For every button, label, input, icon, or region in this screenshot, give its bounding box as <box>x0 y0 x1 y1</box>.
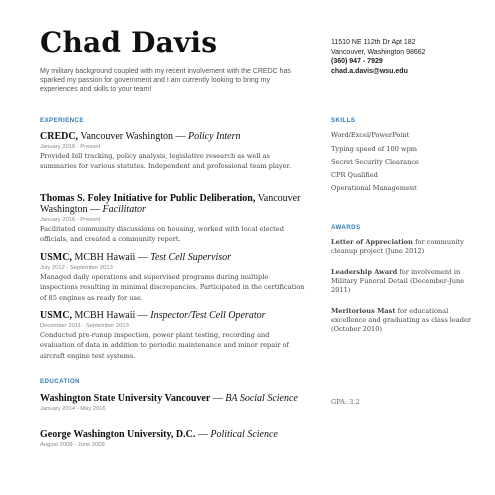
experience-dates: January 2016 - Present <box>40 144 101 150</box>
experience-entry <box>40 193 306 245</box>
experience-title <box>40 310 306 321</box>
address-line-1: 11510 NE 112th Dr Apt 182 <box>331 39 416 46</box>
address-line-2: Vancouver, Washington 98662 <box>331 48 426 56</box>
award-title: Letter of Appreciation <box>331 238 413 246</box>
experience-description: Facilitated community discussions on housing, worked with local elected officials, and created a community report. <box>40 225 284 244</box>
experience-org: USMC, <box>40 252 72 263</box>
awards-heading: AWARDS <box>331 224 361 231</box>
experience-location: MCBH Hawaii — <box>71 252 151 263</box>
experience-location: MCBH Hawaii — <box>71 310 151 321</box>
award-detail: for involvement in Military Funeral Detail (December-June 2011) <box>331 268 465 294</box>
education-degree: BA Social Science <box>225 393 298 404</box>
skill-item: CPR Qualified <box>331 171 378 179</box>
experience-title <box>40 252 306 263</box>
experience-org: CREDC, <box>40 131 79 142</box>
skill-item: Word/Excel/PowerPoint <box>331 131 410 139</box>
experience-description: Provided bill tracking, policy analysis, legislative research as well as summaries for various statutes. Independent and professional team player. <box>40 152 292 171</box>
award-item <box>331 268 481 295</box>
education-heading: EDUCATION <box>40 378 80 385</box>
skill-item: Operational Management <box>331 184 417 192</box>
experience-heading: EXPERIENCE <box>40 117 84 124</box>
experience-title <box>40 193 306 215</box>
experience-entry <box>40 310 306 361</box>
education-entry <box>40 429 306 448</box>
award-detail: for educational excellence and graduating as class leader (October 2010) <box>331 307 472 333</box>
education-school: George Washington University, D.C. <box>40 429 196 440</box>
candidate-name: Chad Davis <box>40 26 218 59</box>
experience-description: Conducted pre-runup inspection, power plant testing, recording and evaluation of data in addition to periodic maintenance and minor repair of aircraft engine test systems. <box>40 331 289 360</box>
education-separator: — <box>195 429 211 440</box>
experience-description: Managed daily operations and supervised programs during multiple inspections resulting in minimal discrepancies. Participated in the certification of 85 engines as ready for use. <box>40 273 305 302</box>
award-title: Leadership Award <box>331 268 398 276</box>
experience-org: Thomas S. Foley Initiative for Public Deliberation, <box>40 193 256 204</box>
email-link[interactable]: chad.a.davis@wsu.edu <box>331 67 408 75</box>
experience-role: Policy Intern <box>187 131 241 142</box>
experience-dates: July 2012 - September 2013 <box>40 265 113 271</box>
experience-org: USMC, <box>40 310 72 321</box>
experience-role: Inspector/Test Cell Operator <box>150 310 266 321</box>
experience-entry <box>40 252 306 303</box>
experience-location: Vancouver Washington — <box>78 131 188 142</box>
experience-entry <box>40 131 306 172</box>
skill-item: Typing speed of 100 wpm <box>331 145 418 153</box>
education-entry <box>40 393 306 412</box>
education-degree: Political Science <box>210 429 278 440</box>
gpa: GPA: 3.2 <box>331 398 360 406</box>
education-dates: August 2008 - June 2009 <box>40 442 105 448</box>
education-school: Washington State University Vancouver <box>40 393 211 404</box>
contact-block <box>331 38 426 76</box>
experience-title <box>40 131 306 142</box>
award-item <box>331 307 481 334</box>
experience-location: Vancouver Washington — <box>40 193 301 215</box>
award-item <box>331 238 481 256</box>
award-detail: for community cleanup project (June 2012) <box>331 238 464 255</box>
award-title: Meritorious Mast <box>331 307 396 315</box>
skill-item: Secret Security Clearance <box>331 158 419 166</box>
experience-dates: January 2016 - Present <box>40 217 101 223</box>
education-separator: — <box>210 393 226 404</box>
summary: My military background coupled with my recent involvement with the CREDC has sparked my passion for government and I am currently looking to bring my experiences and skills to your team! <box>40 68 291 93</box>
education-title <box>40 393 306 404</box>
education-dates: January 2014 - May 2016 <box>40 406 106 412</box>
experience-role: Test Cell Supervisor <box>150 252 232 263</box>
skills-heading: SKILLS <box>331 117 356 124</box>
education-title <box>40 429 306 440</box>
experience-dates: December 2011 - September 2013 <box>40 323 129 329</box>
experience-role: Facilitator <box>102 204 146 215</box>
phone: (360) 947 - 7929 <box>331 58 383 66</box>
